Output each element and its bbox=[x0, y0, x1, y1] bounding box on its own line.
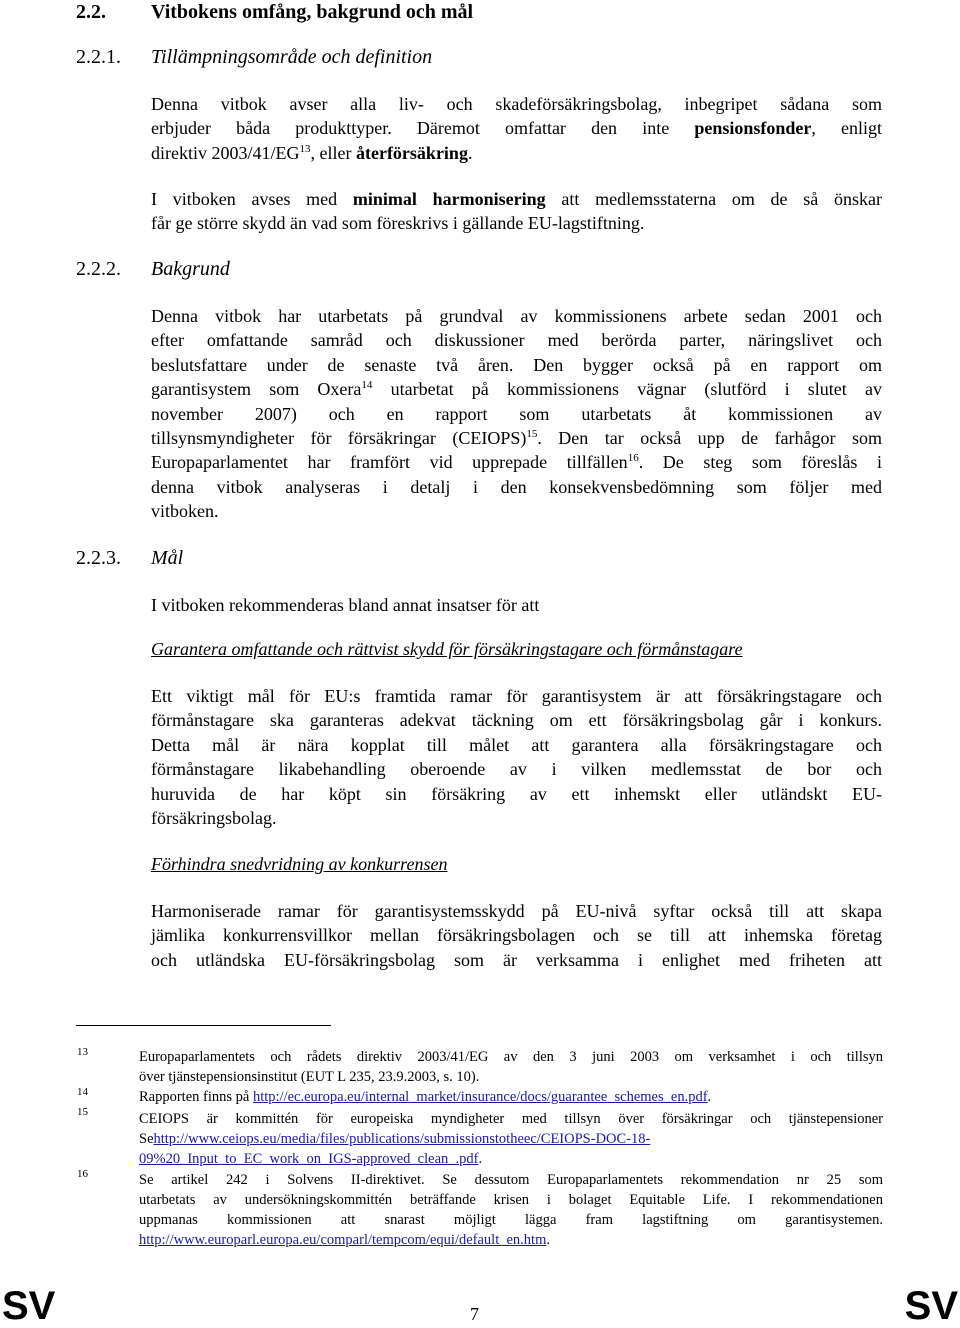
text-line: beslutsfattare under de senaste två åren. Den bygger också på en rapport om bbox=[151, 354, 882, 375]
text-line: I vitboken avses med minimal harmonisering att medlemsstaterna om de så önskar bbox=[151, 189, 883, 209]
footnote-link[interactable]: http://www.ceiops.eu/media/files/publications/submissionstotheec/CEIOPS-DOC-18- bbox=[153, 1131, 651, 1147]
text-line: huruvida de har köpt sin försäkring av ett inhemskt eller utländskt EU- bbox=[151, 783, 882, 804]
footnote-line: uppmanas kommissionen att snarast möjligt lägga fram lagstiftning om garantisystemen. bbox=[139, 1212, 883, 1228]
footnote-16 bbox=[139, 1170, 883, 1250]
text-line: november 2007) och en rapport som utarbetats åt kommissionen av bbox=[151, 403, 882, 424]
subsection-title: Mål bbox=[151, 547, 184, 569]
text-line: får ge större skydd än vad som föreskrivs i gällande EU-lagstiftning. bbox=[151, 213, 645, 234]
text-line: förmånstagare likabehandling oberoende av i vilken medlemsstat de bor och bbox=[151, 759, 882, 780]
subsection-number: 2.2.3. bbox=[76, 547, 121, 569]
page-number: 7 bbox=[470, 1304, 479, 1324]
footnote-ref-16: 16 bbox=[627, 452, 639, 465]
text-line: förmånstagare ska garanteras adekvat täckning om ett försäkringsbolag går i konkurs. bbox=[151, 710, 882, 731]
footnote-line: Se artikel 242 i Solvens II-direktivet. Se dessutom Europaparlamentets rekommendation nr 25 som bbox=[139, 1172, 883, 1188]
footnote-line: Sehttp://www.ceiops.eu/media/files/publications/submissionstotheec/CEIOPS-DOC-18- bbox=[139, 1131, 651, 1147]
text-line: Ett viktigt mål för EU:s framtida ramar för garantisystem är att försäkringstagare och bbox=[151, 686, 882, 706]
section-title: Vitbokens omfång, bakgrund och mål bbox=[151, 1, 474, 23]
footnote-line: Rapporten finns på http://ec.europa.eu/internal_market/insurance/docs/guarantee_schemes_en.pdf. bbox=[139, 1089, 712, 1105]
text-line: I vitboken rekommenderas bland annat insatser för att bbox=[151, 595, 540, 615]
footnote-link[interactable]: http://ec.europa.eu/internal_market/insurance/docs/guarantee_schemes_en.pdf bbox=[252, 1089, 708, 1105]
footnote-number-16: 16 bbox=[77, 1168, 88, 1180]
footnote-number-14: 14 bbox=[77, 1086, 88, 1098]
footnote-link[interactable]: http://www.europarl.europa.eu/comparl/tempcom/equi/default_en.htm bbox=[139, 1232, 547, 1248]
text-line: direktiv 2003/41/EG$^{13}$, eller återförsäkring. bbox=[151, 142, 473, 163]
footnote-line: CEIOPS är kommittén för europeiska myndigheter med tillsyn över försäkringar och tjänstepensioner bbox=[139, 1111, 883, 1127]
text-line: efter omfattande samråd och diskussioner med berörda parter, näringslivet och bbox=[151, 330, 882, 351]
subsection-title: Tillämpningsområde och definition bbox=[151, 46, 433, 68]
paragraph-goals-intro bbox=[151, 593, 882, 617]
footnote-link[interactable]: 09%20_Input_to_EC_work_on_IGS-approved_clean_.pdf bbox=[139, 1151, 479, 1167]
paragraph-protection bbox=[151, 684, 882, 830]
term-pensionsfonder: pensionsfonder bbox=[694, 118, 812, 139]
text-line: försäkringsbolag. bbox=[151, 808, 277, 829]
footer-language-left: SV bbox=[2, 1284, 56, 1328]
text-line: Denna vitbok har utarbetats på grundval av kommissionens arbete sedan 2001 och bbox=[151, 306, 882, 326]
text-line: garantisystem som Oxera$^{14}$ utarbetat på kommissionens vägnar (slutförd i slutet av bbox=[151, 379, 883, 400]
text-line: och utländska EU-försäkringsbolag som är verksamma i enlighet med friheten att bbox=[151, 949, 882, 970]
text-line: erbjuder båda produkttyper. Däremot omfattar den inte pensionsfonder, enligt bbox=[151, 118, 882, 139]
term-aterforsakring: återförsäkring bbox=[355, 142, 468, 163]
subsection-number: 2.2.2. bbox=[76, 258, 121, 280]
text-line: vitboken. bbox=[151, 501, 219, 522]
footnote-separator bbox=[76, 1025, 331, 1026]
text-line: Denna vitbok avser alla liv- och skadeförsäkringsbolag, inbegripet sådana som bbox=[151, 94, 882, 114]
text-line: denna vitbok analyseras i detalj i den konsekvensbedömning som följer med bbox=[151, 476, 882, 497]
section-number: 2.2. bbox=[76, 1, 106, 23]
text-line: jämlika konkurrensvillkor mellan försäkringsbolagen och se till att inhemska företag bbox=[151, 925, 882, 946]
footnote-number-13: 13 bbox=[77, 1046, 88, 1058]
text-line: tillsynsmyndigheter för försäkringar (CEIOPS)$^{15}$. Den tar också upp de farhågor som bbox=[151, 428, 882, 449]
paragraph-competition bbox=[151, 899, 882, 972]
footnote-line: 09%20_Input_to_EC_work_on_IGS-approved_clean_.pdf. bbox=[139, 1151, 483, 1167]
footnote-line: Europaparlamentets och rådets direktiv 2003/41/EG av den 3 juni 2003 om verksamhet i och tillsyn bbox=[139, 1049, 883, 1065]
text-line: Harmoniserade ramar för garantisystemsskydd på EU-nivå syftar också till att skapa bbox=[151, 901, 882, 921]
subsection-title: Bakgrund bbox=[151, 258, 230, 280]
footnote-15 bbox=[139, 1109, 883, 1169]
footnote-line: utarbetats av undersökningskommittén beträffande krisen i bolaget Equitable Life. I rekommendationen bbox=[139, 1192, 883, 1208]
paragraph-scope bbox=[151, 92, 882, 165]
footnote-14 bbox=[139, 1087, 883, 1107]
goal-heading-protection: Garantera omfattande och rättvist skydd för försäkringstagare och förmånstagare bbox=[151, 639, 743, 659]
term-minimal-harmonisering: minimal harmonisering bbox=[352, 189, 546, 209]
footnote-ref-15: 15 bbox=[526, 428, 538, 441]
footnote-ref-13: 13 bbox=[299, 142, 311, 155]
footnote-ref-14: 14 bbox=[361, 379, 373, 392]
subsection-number: 2.2.1. bbox=[76, 46, 121, 68]
footnote-number-15: 15 bbox=[77, 1106, 88, 1118]
goal-heading-competition: Förhindra snedvridning av konkurrensen bbox=[151, 854, 448, 874]
footer-language-right: SV bbox=[904, 1284, 958, 1328]
footnote-line: över tjänstepensionsinstitut (EUT L 235, 23.9.2003, s. 10). bbox=[139, 1069, 480, 1085]
footnote-line: http://www.europarl.europa.eu/comparl/tempcom/equi/default_en.htm. bbox=[139, 1232, 550, 1248]
paragraph-background bbox=[151, 304, 882, 524]
paragraph-minimal-harmonisation bbox=[151, 187, 882, 236]
footnote-13 bbox=[139, 1047, 883, 1087]
text-line: Europaparlamentet har framfört vid upprepade tillfällen$^{16}$. De steg som föreslås i bbox=[151, 452, 883, 473]
text-line: Detta mål är nära kopplat till målet att garantera alla försäkringstagare och bbox=[151, 734, 882, 755]
